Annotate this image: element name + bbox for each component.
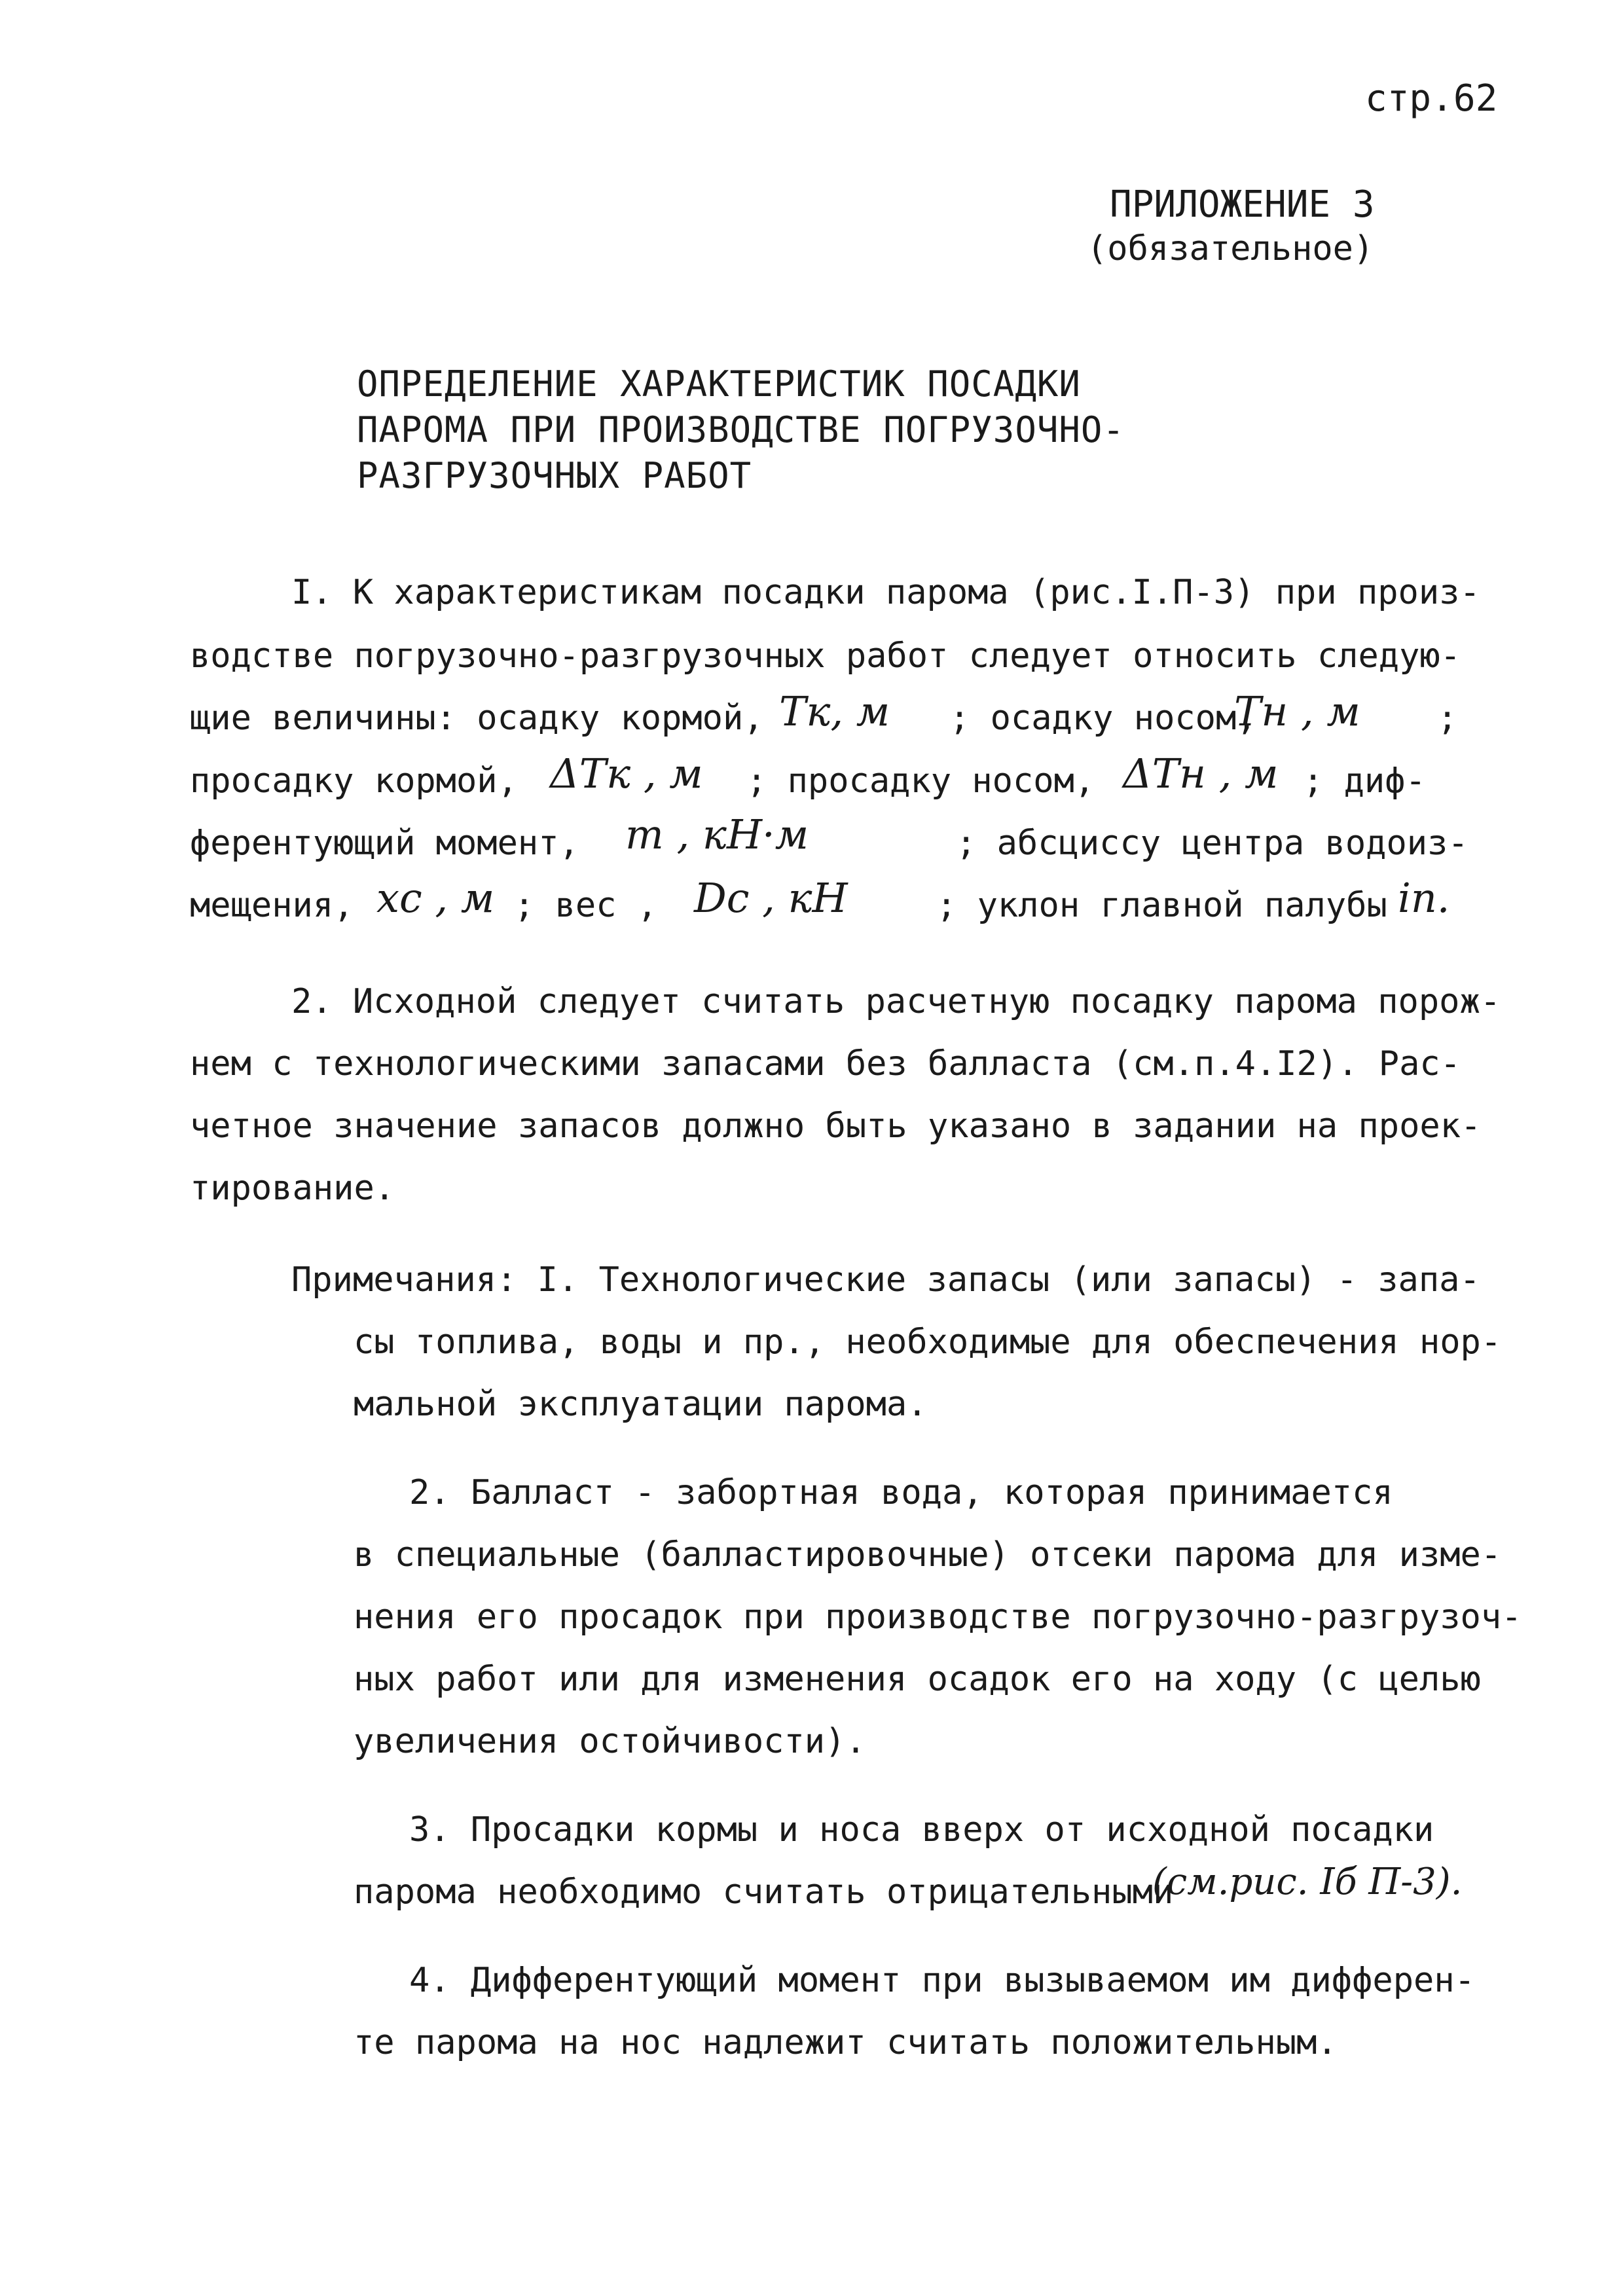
text-line: в специальные (балластировочные) отсеки парома для изме- [354, 1535, 1502, 1575]
text-line: ; вес , [514, 886, 658, 925]
trim-moment-formula: m , кН·м [625, 811, 809, 858]
appendix-label: ПРИЛОЖЕНИЕ 3 [1110, 183, 1375, 226]
text-line: парома необходимо считать отрицательными [354, 1872, 1174, 1912]
text-line: просадку кормой, [190, 761, 518, 801]
displacement-center-formula: xc , м [376, 874, 495, 922]
text-line: мещения, [190, 886, 354, 925]
text-line: ; просадку носом, [746, 761, 1095, 801]
text-line: 2. Исходной следует считать расчетную посадку парома порож- [291, 982, 1501, 1021]
text-line: водстве погрузочно-разгрузочных работ следует относить следую- [190, 636, 1461, 676]
weight-formula: Dc , кН [694, 874, 848, 922]
text-line: Примечания: I. Технологические запасы (или запасы) - запа- [291, 1260, 1480, 1300]
appendix-status: (обязательное) [1087, 229, 1374, 268]
text-line: сы топлива, воды и пр., необходимые для обеспечения нор- [354, 1322, 1502, 1362]
text-line: I. К характеристикам посадки парома (рис.I.П-3) при произ- [291, 573, 1480, 612]
draft-bow-formula: Tн , м [1234, 687, 1360, 735]
text-line: мальной эксплуатации парома. [354, 1385, 928, 1424]
text-line: нения его просадок при производстве погрузочно-разгрузоч- [354, 1597, 1522, 1637]
sinkage-stern-formula: ΔTк , м [550, 750, 703, 797]
text-line: увеличения остойчивости). [354, 1722, 866, 1761]
page-number: стр.62 [1365, 77, 1498, 120]
draft-stern-formula: Tк, м [779, 687, 890, 735]
text-line: нем с технологическими запасами без балласта (см.п.4.I2). Рас- [190, 1044, 1461, 1084]
title-line: ОПРЕДЕЛЕНИЕ ХАРАКТЕРИСТИК ПОСАДКИ [357, 363, 1081, 405]
text-line: ; [1437, 699, 1458, 738]
figure-reference: (см.рис. Iб П-3). [1152, 1861, 1463, 1903]
text-line: ; осадку носом, [949, 699, 1257, 738]
title-line: ПАРОМА ПРИ ПРОИЗВОДСТВЕ ПОГРУЗОЧНО- [357, 409, 1125, 450]
text-line: те парома на нос надлежит считать положительным. [354, 2023, 1338, 2062]
title-line: РАЗГРУЗОЧНЫХ РАБОТ [357, 455, 752, 496]
text-line: 3. Просадки кормы и носа вверх от исходной посадки [409, 1810, 1434, 1850]
text-line: тирование. [190, 1169, 395, 1208]
text-line: ных работ или для изменения осадок его на ходу (с целью [354, 1660, 1481, 1699]
text-line: четное значение запасов должно быть указано в задании на проек- [190, 1106, 1482, 1146]
text-line: ферентующий момент, [190, 824, 579, 863]
text-line: ; уклон главной палубы [936, 886, 1387, 925]
text-line: 2. Балласт - забортная вода, которая принимается [409, 1473, 1393, 1512]
text-line: 4. Дифферентующий момент при вызываемом им дифферен- [409, 1961, 1475, 2000]
text-line: ; абсциссу центра водоиз- [956, 824, 1468, 863]
sinkage-bow-formula: ΔTн , м [1123, 750, 1279, 797]
text-line: ; диф- [1303, 761, 1426, 801]
text-line: щие величины: осадку кормой, [190, 699, 764, 738]
deck-slope-formula: iп. [1398, 874, 1450, 922]
